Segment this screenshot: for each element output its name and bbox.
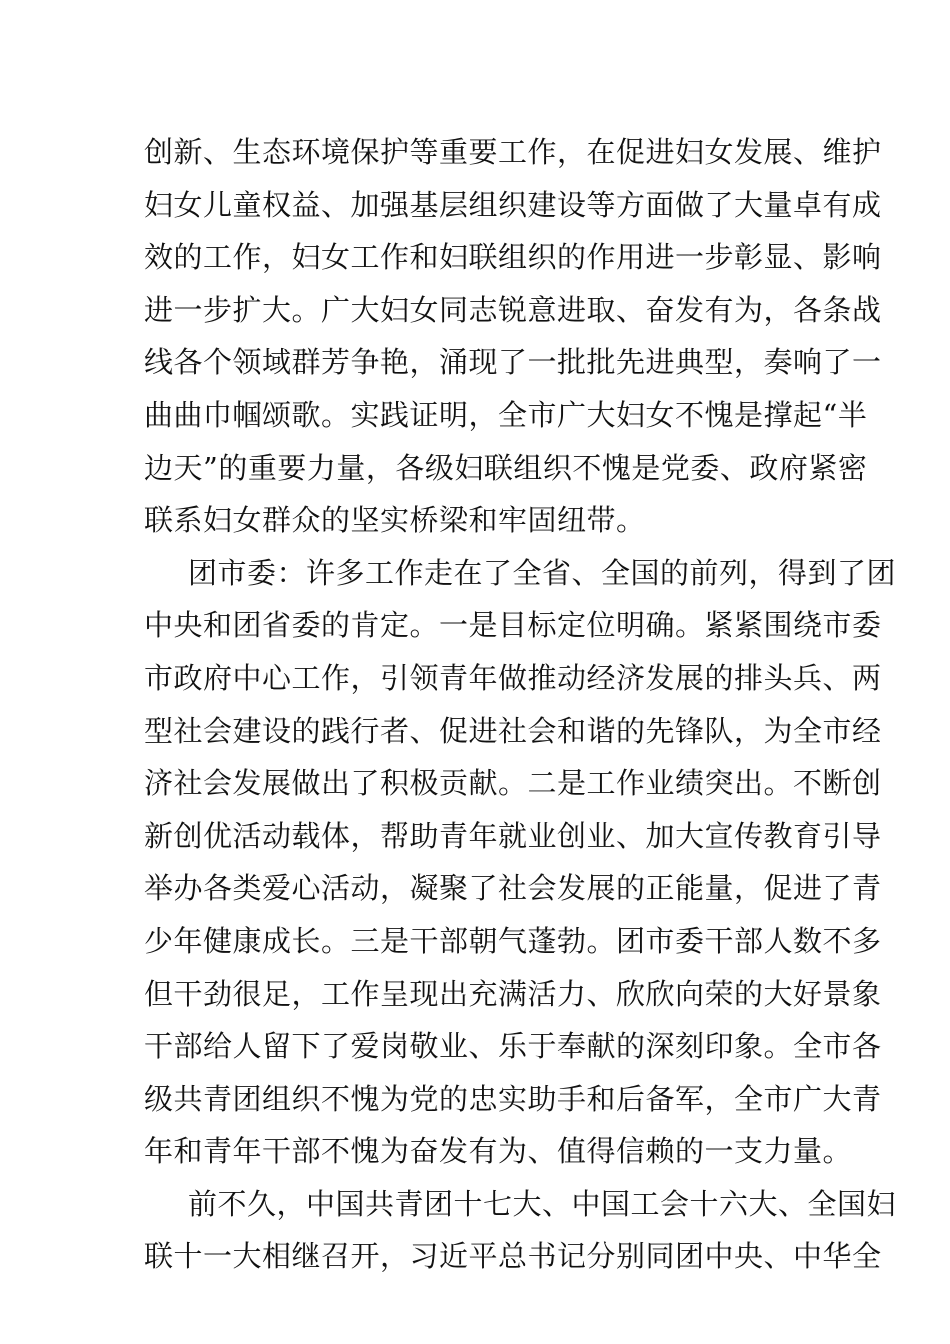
text-line: 市政府中心工作，引领青年做推动经济发展的排头兵、两 [144, 660, 882, 695]
paragraph-women-federation [144, 126, 882, 547]
text-line: 创新、生态环境保护等重要工作，在促进妇女发展、维护 [144, 135, 882, 169]
text-line: 少年健康成长。三是干部朝气蓬勃。团市委干部人数不多 [144, 923, 882, 958]
text-line: 济社会发展做出了积极贡献。二是工作业绩突出。不断创 [144, 766, 882, 801]
text-line: 干部给人留下了爱岗敬业、乐于奉献的深刻印象。全市各 [144, 1029, 882, 1064]
text-line: 边天”的重要力量，各级妇联组织不愧是党委、政府紧密 [144, 450, 868, 485]
text-line: 线各个领域群芳争艳，涌现了一批批先进典型，奏响了一 [144, 345, 882, 380]
text-line: 型社会建设的践行者、促进社会和谐的先锋队，为全市经 [144, 713, 882, 748]
text-line: 联系妇女群众的坚实桥梁和牢固纽带。 [144, 503, 646, 538]
text-line: 团市委：许多工作走在了全省、全国的前列，得到了团 [188, 555, 897, 590]
text-line: 联十一大相继召开，习近平总书记分别同团中央、中华全 [144, 1239, 882, 1274]
paragraph-congresses [144, 1178, 897, 1283]
text-line: 妇女儿童权益、加强基层组织建设等方面做了大量卓有成 [144, 187, 882, 222]
text-line: 新创优活动载体，帮助青年就业创业、加大宣传教育引导 [144, 818, 882, 853]
text-line: 举办各类爱心活动，凝聚了社会发展的正能量，促进了青 [144, 871, 882, 906]
text-line: 曲曲巾帼颂歌。实践证明，全市广大妇女不愧是撑起“半 [144, 397, 868, 432]
document-body [144, 126, 897, 1283]
paragraph-youth-league [144, 547, 897, 1178]
text-line: 进一步扩大。广大妇女同志锐意进取、奋发有为，各条战 [144, 292, 882, 327]
text-line: 中央和团省委的肯定。一是目标定位明确。紧紧围绕市委 [144, 608, 882, 643]
text-line: 级共青团组织不愧为党的忠实助手和后备军，全市广大青 [144, 1081, 882, 1116]
text-line: 前不久，中国共青团十七大、中国工会十六大、全国妇 [188, 1186, 897, 1221]
text-line: 效的工作，妇女工作和妇联组织的作用进一步彰显、影响 [144, 240, 882, 275]
text-line: 但干劲很足，工作呈现出充满活力、欣欣向荣的大好景象 [144, 976, 882, 1011]
text-line: 年和青年干部不愧为奋发有为、值得信赖的一支力量。 [144, 1134, 853, 1169]
